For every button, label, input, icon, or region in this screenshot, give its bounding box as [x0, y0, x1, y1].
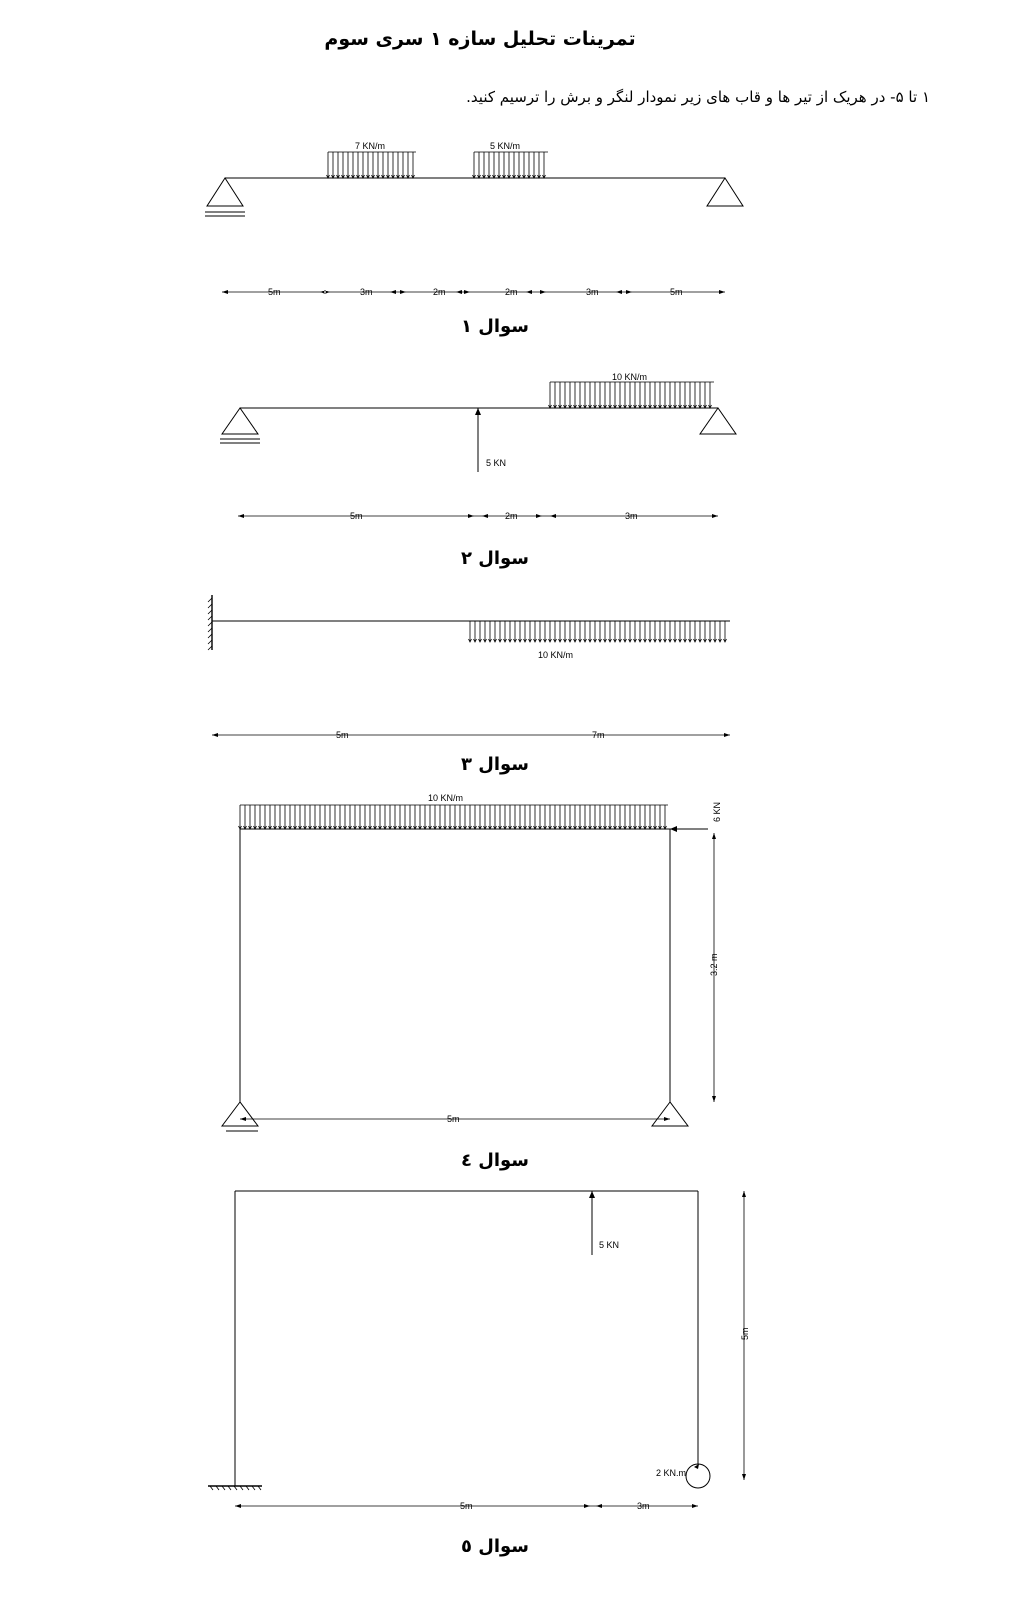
load-label-2knm: 2 KN.m [656, 1468, 687, 1478]
dim-2m-a: 2m [433, 287, 446, 297]
dim-5m-vertical: 5m [740, 1327, 750, 1340]
load-label-5kn: 5 KN/m [490, 141, 521, 151]
figure-q5-frame [0, 1180, 1030, 1540]
load-label-5kn: 5 KN [486, 458, 507, 468]
dim-5m: 5m [336, 730, 349, 740]
question-5-label: سوال ٥ [460, 1536, 530, 1557]
dim-2m-b: 2m [505, 287, 518, 297]
pin-support-left [205, 178, 245, 216]
point-load-upward [589, 1191, 595, 1255]
point-load-upward [475, 408, 481, 472]
figure-q1-beam [0, 130, 1030, 310]
dim-5m: 5m [447, 1114, 460, 1124]
dim-5m-horizontal: 5m [460, 1501, 473, 1511]
dim-3m-a: 3m [360, 287, 373, 297]
roller-support-moment [686, 1464, 710, 1488]
load-label-10kn: 10 KN/m [428, 793, 464, 803]
frame-members [235, 1191, 698, 1486]
instructions-text: ۱ تا ۵- در هریک از تیر ها و قاب های زیر نمودار لنگر و برش را ترسیم کنید. [466, 88, 930, 106]
dim-3m-b: 3m [586, 287, 599, 297]
dim-3m: 3m [625, 511, 638, 521]
load-label-10kn: 10 KN/m [538, 650, 574, 660]
dim-5m-b: 5m [670, 287, 683, 297]
dimension-line [222, 290, 725, 294]
pin-support-left [220, 408, 260, 443]
dim-2m: 2m [505, 511, 518, 521]
pin-support-left [222, 1102, 258, 1131]
dim-5m: 5m [350, 511, 363, 521]
dim-7m: 7m [592, 730, 605, 740]
figure-q4-frame [0, 790, 1030, 1140]
question-4-label: سوال ٤ [460, 1150, 530, 1171]
dim-3-2m: 3.2 m [709, 953, 719, 976]
distributed-load-1 [327, 152, 417, 178]
question-3-label: سوال ۳ [460, 754, 530, 775]
pin-support-right [700, 408, 736, 434]
horizontal-point-load [670, 826, 708, 832]
question-2-label: سوال ۲ [460, 548, 530, 569]
pin-support-right [652, 1102, 688, 1126]
dim-3m: 3m [637, 1501, 650, 1511]
load-label-5kn: 5 KN [599, 1240, 620, 1250]
load-label-7kn: 7 KN/m [355, 141, 386, 151]
distributed-load-2 [473, 152, 549, 178]
distributed-load [239, 805, 669, 829]
page-title: تمرینات تحلیل سازه ۱ سری سوم [324, 28, 636, 50]
figure-q3-cantilever [0, 590, 1030, 750]
pin-support-right [707, 178, 743, 206]
fixed-support [208, 595, 212, 650]
question-1-label: سوال ۱ [460, 316, 530, 337]
distributed-load [469, 621, 729, 642]
dimension-line [238, 514, 718, 518]
frame-members [240, 829, 670, 1102]
fixed-support [208, 1486, 262, 1490]
distributed-load [549, 382, 715, 408]
figure-q2-beam [0, 370, 1030, 540]
load-label-6kn: 6 KN [712, 801, 722, 822]
load-label-10kn: 10 KN/m [612, 372, 648, 382]
dimension-line [212, 733, 730, 737]
dim-5m-a: 5m [268, 287, 281, 297]
